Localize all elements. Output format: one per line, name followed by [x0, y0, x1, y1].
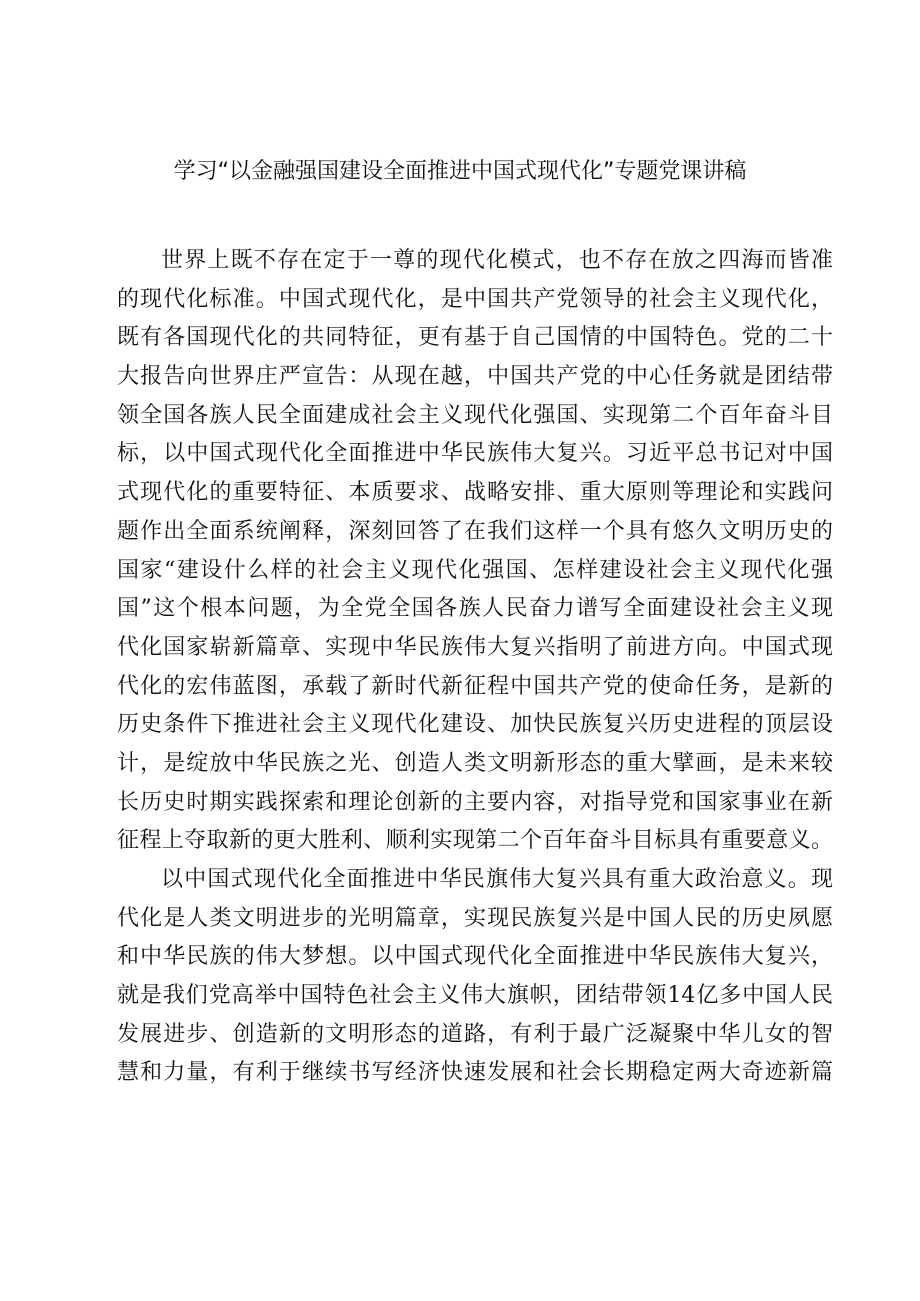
paragraph-line: 的现代化标准。中国式现代化，是中国共产党领导的社会主义现代化，: [117, 286, 833, 312]
document-title: 学习“以金融强国建设全面推进中国式现代化”专题党课讲稿: [173, 159, 747, 184]
paragraph-line: 世界上既不存在定于一尊的现代化模式，也不存在放之四海而皆准: [161, 248, 833, 273]
paragraph-2: [117, 861, 833, 1093]
paragraph-line: 代化是人类文明进步的光明篇章，实现民族复兴是中国人民的历史夙愿: [117, 905, 833, 931]
paragraph-line: 国”这个根本问题，为全党全国各族人民奋力谱写全面建设社会主义现: [117, 596, 833, 622]
paragraph-line: 国家“建设什么样的社会主义现代化强国、怎样建设社会主义现代化强: [117, 557, 833, 583]
paragraph-line: 计，是绽放中华民族之光、创造人类文明新形态的重大擘画，是未来较: [117, 750, 833, 776]
paragraph-line: 发展进步、创造新的文明形态的道路，有利于最广泛凝聚中华儿女的智: [117, 1021, 833, 1047]
paragraph-line: 既有各国现代化的共同特征，更有基于自己国情的中国特色。党的二十: [117, 325, 833, 351]
paragraph-line: 和中华民族的伟大梦想。以中国式现代化全面推进中华民族伟大复兴，: [117, 944, 833, 970]
paragraph-line: 题作出全面系统阐释，深刻回答了在我们这样一个具有悠久文明历史的: [117, 518, 833, 544]
paragraph-1: [117, 242, 833, 861]
document-body: [117, 242, 833, 1093]
paragraph-line: 以中国式现代化全面推进中华民旗伟大复兴具有重大政治意义。现: [161, 867, 833, 892]
paragraph-line: 式现代化的重要特征、本质要求、战略安排、重大原则等理论和实践问: [117, 480, 833, 506]
paragraph-line: 领全国各族人民全面建成社会主义现代化强国、实现第二个百年奋斗目: [117, 402, 833, 428]
paragraph-line: 大报告向世界庄严宣告：从现在越，中国共产党的中心任务就是团结带: [117, 364, 833, 390]
paragraph-line: 标，以中国式现代化全面推进中华民族伟大复兴。习近平总书记对中国: [117, 441, 833, 467]
paragraph-line: 代化的宏伟蓝图，承载了新时代新征程中国共产党的使命任务，是新的: [117, 673, 833, 699]
paragraph-line: 就是我们党高举中国特色社会主义伟大旗帜，团结带领14亿多中国人民: [117, 983, 833, 1009]
paragraph-line: 慧和力量，有利于继续书写经济快速发展和社会长期稳定两大奇迹新篇: [117, 1060, 833, 1086]
paragraph-line: 征程上夺取新的更大胜利、顺利实现第二个百年奋斗目标具有重要意义。: [117, 828, 833, 854]
paragraph-line: 历史条件下推进社会主义现代化建设、加快民族复兴历史进程的顶层设: [117, 712, 833, 738]
paragraph-line: 代化国家崭新篇章、实现中华民族伟大复兴指明了前进方向。中国式现: [117, 634, 833, 660]
paragraph-line: 长历史时期实践探索和理论创新的主要内容，对指导党和国家事业在新: [117, 789, 833, 815]
